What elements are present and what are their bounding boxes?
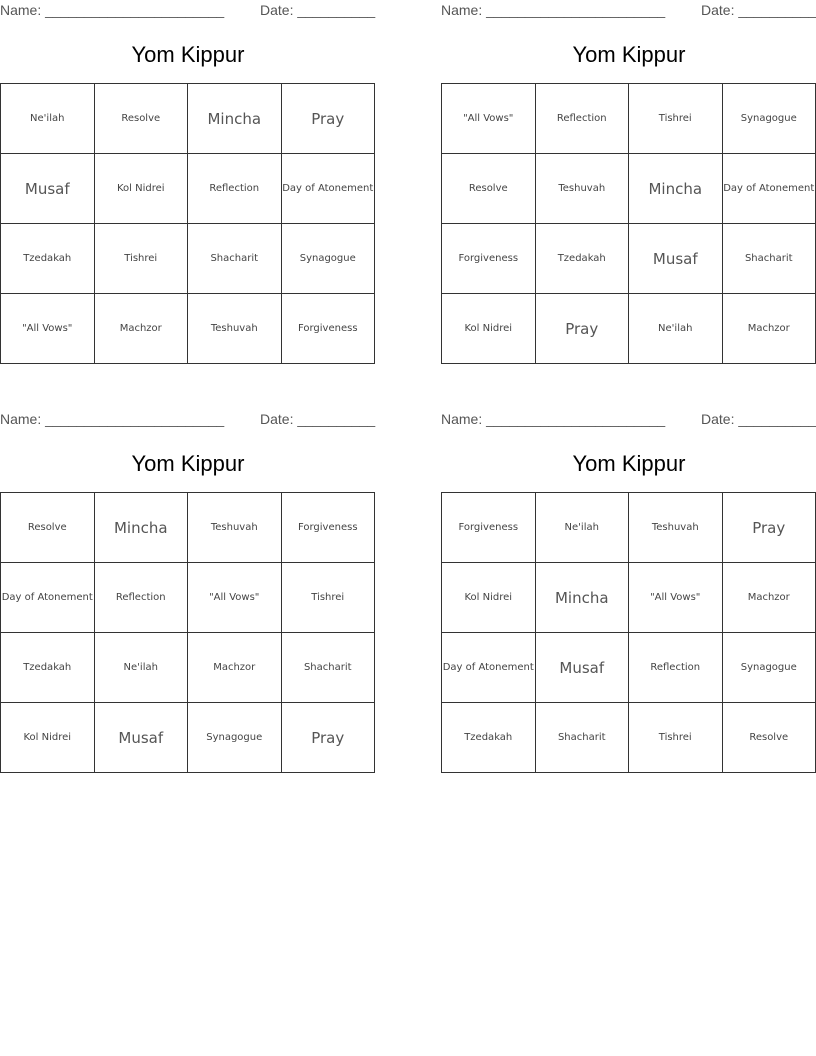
bingo-cell[interactable]: Forgiveness — [442, 493, 536, 563]
bingo-cell[interactable]: Musaf — [1, 154, 95, 224]
bingo-cell[interactable]: Tishrei — [94, 224, 188, 294]
bingo-grid — [0, 83, 375, 364]
bingo-cell[interactable]: Ne'ilah — [629, 294, 723, 364]
grid-row — [1, 563, 375, 633]
bingo-cell[interactable]: Reflection — [629, 633, 723, 703]
bingo-card — [0, 409, 376, 789]
bingo-cell[interactable]: "All Vows" — [629, 563, 723, 633]
bingo-cell[interactable]: Forgiveness — [281, 493, 375, 563]
grid-row — [442, 154, 816, 224]
bingo-cell[interactable]: Resolve — [722, 703, 816, 773]
grid-row — [442, 84, 816, 154]
card-title: Yom Kippur — [131, 42, 245, 67]
bingo-cell[interactable]: Shacharit — [281, 633, 375, 703]
bingo-grid — [0, 492, 375, 773]
bingo-cell[interactable]: Machzor — [94, 294, 188, 364]
bingo-cell[interactable]: Kol Nidrei — [442, 294, 536, 364]
bingo-cell[interactable]: Ne'ilah — [535, 493, 629, 563]
bingo-cell[interactable]: Pray — [281, 84, 375, 154]
bingo-cell[interactable]: Reflection — [535, 84, 629, 154]
grid-row — [442, 703, 816, 773]
bingo-cell[interactable]: Mincha — [188, 84, 282, 154]
bingo-cell[interactable]: Pray — [281, 703, 375, 773]
bingo-cell[interactable]: Tishrei — [629, 84, 723, 154]
bingo-cell[interactable]: Forgiveness — [281, 294, 375, 364]
bingo-cell[interactable]: Tishrei — [629, 703, 723, 773]
bingo-cell[interactable]: Forgiveness — [442, 224, 536, 294]
bingo-cell[interactable]: Day of Atonement — [722, 154, 816, 224]
bingo-cell[interactable]: Musaf — [535, 633, 629, 703]
bingo-cell[interactable]: Machzor — [188, 633, 282, 703]
bingo-cell[interactable]: Resolve — [94, 84, 188, 154]
date-field[interactable]: Date: __________ — [260, 2, 376, 18]
bingo-cell[interactable]: Day of Atonement — [281, 154, 375, 224]
bingo-cell[interactable]: Day of Atonement — [442, 633, 536, 703]
bingo-cell[interactable]: Ne'ilah — [1, 84, 95, 154]
name-field[interactable]: Name: _______________________ — [0, 2, 225, 18]
bingo-cell[interactable]: Shacharit — [188, 224, 282, 294]
bingo-cell[interactable]: Reflection — [188, 154, 282, 224]
bingo-cell[interactable]: Machzor — [722, 563, 816, 633]
bingo-cell[interactable]: Teshuvah — [188, 294, 282, 364]
bingo-cell[interactable]: Synagogue — [722, 633, 816, 703]
bingo-cell[interactable]: Synagogue — [722, 84, 816, 154]
bingo-cell[interactable]: "All Vows" — [1, 294, 95, 364]
card-header — [441, 411, 816, 429]
bingo-card — [441, 409, 816, 789]
grid-row — [1, 224, 375, 294]
grid-row — [1, 493, 375, 563]
bingo-cell[interactable]: Machzor — [722, 294, 816, 364]
date-field[interactable]: Date: __________ — [701, 2, 816, 18]
bingo-cell[interactable]: Mincha — [94, 493, 188, 563]
bingo-cell[interactable]: Ne'ilah — [94, 633, 188, 703]
grid-row — [1, 154, 375, 224]
grid-row — [442, 563, 816, 633]
bingo-cell[interactable]: Teshuvah — [188, 493, 282, 563]
card-title: Yom Kippur — [131, 451, 245, 476]
bingo-cell[interactable]: Tishrei — [281, 563, 375, 633]
card-title: Yom Kippur — [572, 451, 686, 476]
card-header — [0, 2, 376, 20]
grid-row — [1, 703, 375, 773]
bingo-cell[interactable]: Resolve — [1, 493, 95, 563]
bingo-cell[interactable]: Mincha — [535, 563, 629, 633]
bingo-cell[interactable]: Tzedakah — [1, 633, 95, 703]
name-field[interactable]: Name: _______________________ — [441, 2, 666, 18]
bingo-cell[interactable]: Shacharit — [722, 224, 816, 294]
bingo-grid — [441, 83, 816, 364]
bingo-cell[interactable]: Tzedakah — [1, 224, 95, 294]
bingo-cell[interactable]: Shacharit — [535, 703, 629, 773]
bingo-cell[interactable]: Musaf — [629, 224, 723, 294]
bingo-cell[interactable]: Kol Nidrei — [442, 563, 536, 633]
grid-row — [1, 84, 375, 154]
bingo-card — [441, 0, 816, 380]
name-field[interactable]: Name: _______________________ — [441, 411, 666, 427]
date-field[interactable]: Date: __________ — [701, 411, 816, 427]
bingo-cell[interactable]: "All Vows" — [188, 563, 282, 633]
bingo-card — [0, 0, 376, 380]
grid-row — [1, 633, 375, 703]
grid-row — [1, 294, 375, 364]
bingo-cell[interactable]: "All Vows" — [442, 84, 536, 154]
bingo-cell[interactable]: Musaf — [94, 703, 188, 773]
grid-row — [442, 633, 816, 703]
card-header — [0, 411, 376, 429]
date-field[interactable]: Date: __________ — [260, 411, 376, 427]
bingo-cell[interactable]: Kol Nidrei — [94, 154, 188, 224]
bingo-grid — [441, 492, 816, 773]
bingo-cell[interactable]: Tzedakah — [442, 703, 536, 773]
bingo-cell[interactable]: Teshuvah — [535, 154, 629, 224]
grid-row — [442, 294, 816, 364]
bingo-cell[interactable]: Teshuvah — [629, 493, 723, 563]
bingo-cell[interactable]: Synagogue — [188, 703, 282, 773]
grid-row — [442, 493, 816, 563]
bingo-cell[interactable]: Mincha — [629, 154, 723, 224]
bingo-cell[interactable]: Tzedakah — [535, 224, 629, 294]
bingo-cell[interactable]: Pray — [722, 493, 816, 563]
grid-row — [442, 224, 816, 294]
bingo-cell[interactable]: Reflection — [94, 563, 188, 633]
bingo-cell[interactable]: Resolve — [442, 154, 536, 224]
bingo-cell[interactable]: Synagogue — [281, 224, 375, 294]
bingo-cell[interactable]: Kol Nidrei — [1, 703, 95, 773]
card-header — [441, 2, 816, 20]
card-title: Yom Kippur — [572, 42, 686, 67]
bingo-cell[interactable]: Pray — [535, 294, 629, 364]
name-field[interactable]: Name: _______________________ — [0, 411, 225, 427]
bingo-cell[interactable]: Day of Atonement — [1, 563, 95, 633]
